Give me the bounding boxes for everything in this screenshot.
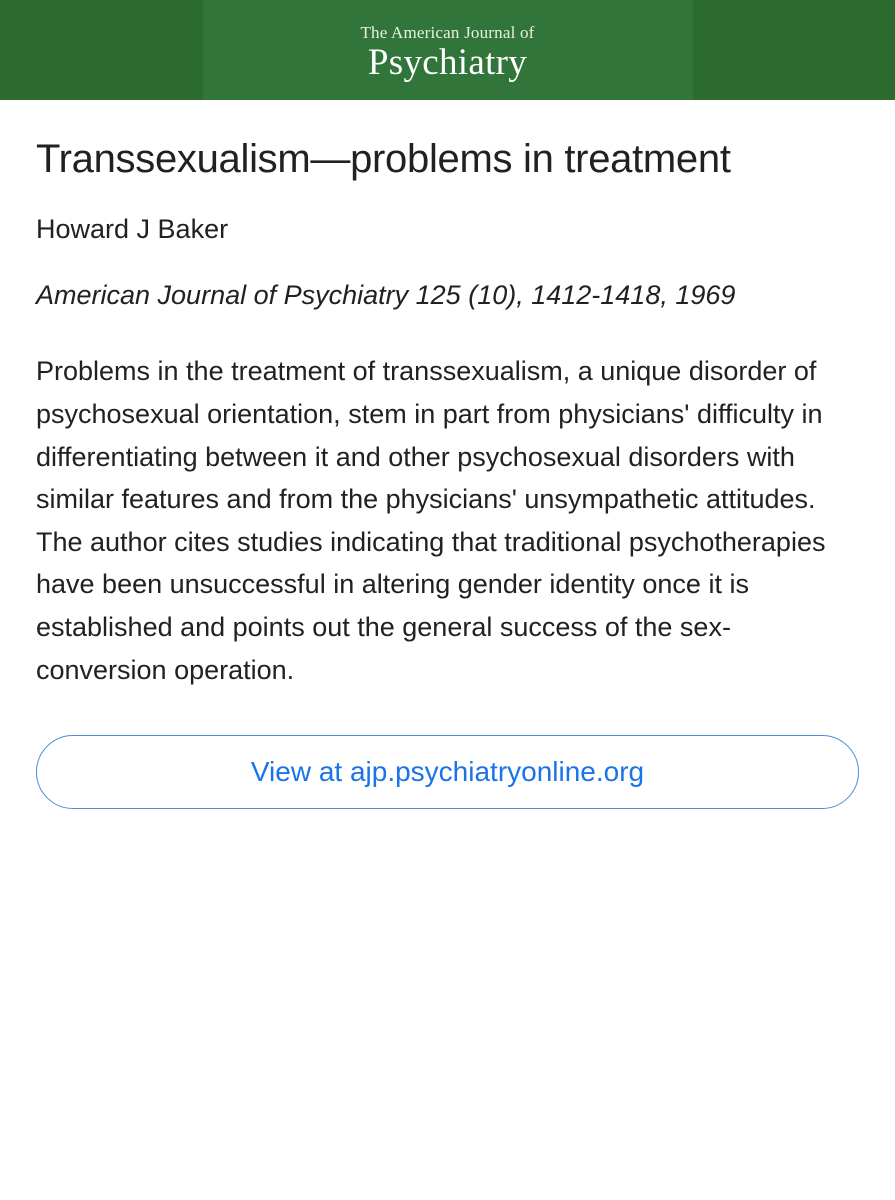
article-venue: American Journal of Psychiatry 125 (10), 1412-1418, 1969 (36, 279, 736, 310)
article-abstract: Problems in the treatment of transsexualism, a unique disorder of psychosexual orientation, stem in part from physicians' difficulty in differentiating between it and other psychosexual disorders with similar features and from the physicians' unsympathetic attitudes. The author cites studies indicating that traditional psychotherapies have been unsuccessful in altering gender identity once it is established and points out the general success of the sex-conversion operation. (36, 356, 826, 685)
journal-banner-logo (203, 0, 693, 100)
article-authors: Howard J Baker (36, 214, 229, 245)
journal-banner (0, 0, 895, 100)
journal-banner-title: Psychiatry (367, 42, 528, 84)
article-content (0, 100, 895, 809)
view-article-button[interactable]: View at ajp.psychiatryonline.org (36, 735, 859, 809)
journal-banner-kicker: The American Journal of (360, 23, 535, 43)
page-title: Transsexualism—problems in treatment (36, 137, 731, 181)
